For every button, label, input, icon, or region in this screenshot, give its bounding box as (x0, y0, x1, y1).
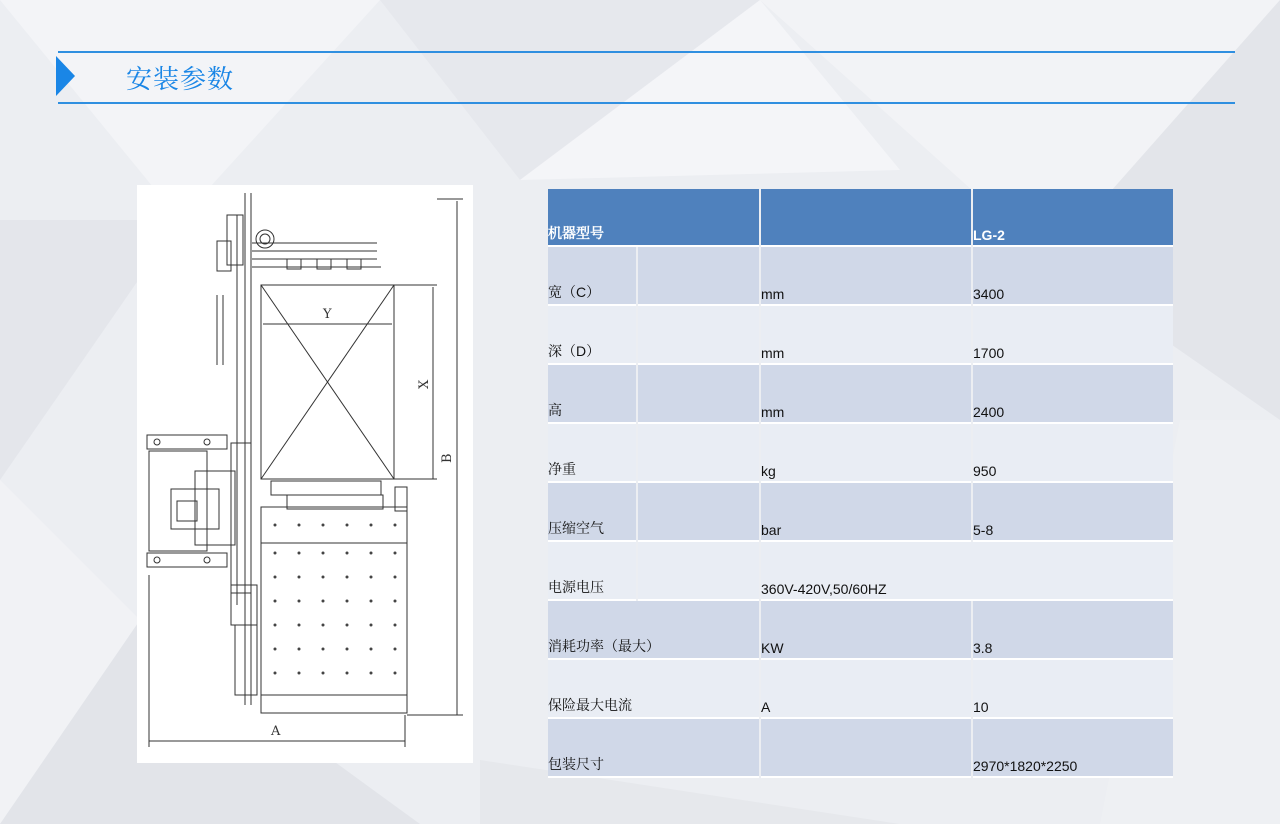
table-row (548, 365, 1173, 424)
installation-drawing (137, 185, 473, 763)
param-name: 保险最大电流 (548, 660, 759, 719)
table-row (548, 719, 1173, 778)
param-value: 5-8 (973, 483, 1173, 542)
param-value: 950 (973, 424, 1173, 483)
header-rule-bottom (58, 102, 1235, 104)
header-label-cell: 机器型号 (548, 189, 759, 247)
param-value: 2970*1820*2250 (973, 719, 1173, 778)
dimension-label-y: Y (323, 307, 332, 322)
table-row (548, 542, 1173, 601)
param-unit: mm (761, 365, 971, 424)
table-header-row (548, 189, 1173, 247)
table-row (548, 306, 1173, 365)
param-name: 深（D） (548, 306, 636, 365)
param-name: 压缩空气 (548, 483, 636, 542)
param-name: 电源电压 (548, 542, 636, 601)
param-value: 1700 (973, 306, 1173, 365)
header-rule-top (58, 51, 1235, 53)
param-unit (761, 719, 971, 778)
header-empty-cell (761, 189, 971, 247)
page-title: 安装参数 (126, 65, 235, 95)
table-row (548, 247, 1173, 306)
param-unit: bar (761, 483, 971, 542)
param-name: 宽（C） (548, 247, 636, 306)
param-name: 包装尺寸 (548, 719, 759, 778)
param-spacer (638, 424, 759, 483)
parameters-table (546, 189, 1175, 778)
param-value: 3400 (973, 247, 1173, 306)
param-value: 3.8 (973, 601, 1173, 660)
param-name: 消耗功率（最大） (548, 601, 759, 660)
param-unit: mm (761, 247, 971, 306)
dimension-label-a: A (271, 724, 281, 739)
param-name: 净重 (548, 424, 636, 483)
table-row (548, 424, 1173, 483)
param-unit: KW (761, 601, 971, 660)
param-name: 高 (548, 365, 636, 424)
param-spacer (638, 365, 759, 424)
table-row (548, 660, 1173, 719)
param-unit: A (761, 660, 971, 719)
param-spacer (638, 542, 759, 601)
param-spacer (638, 247, 759, 306)
header-value-cell: LG-2 (973, 189, 1173, 247)
dimension-label-b: B (440, 453, 455, 463)
param-unit: 360V-420V,50/60HZ (761, 542, 1173, 601)
param-spacer (638, 306, 759, 365)
param-unit: mm (761, 306, 971, 365)
play-arrow-icon (56, 56, 75, 96)
param-spacer (638, 483, 759, 542)
table-row (548, 601, 1173, 660)
param-value: 2400 (973, 365, 1173, 424)
param-unit: kg (761, 424, 971, 483)
dimension-label-x: X (417, 379, 432, 389)
table-row (548, 483, 1173, 542)
param-value: 10 (973, 660, 1173, 719)
